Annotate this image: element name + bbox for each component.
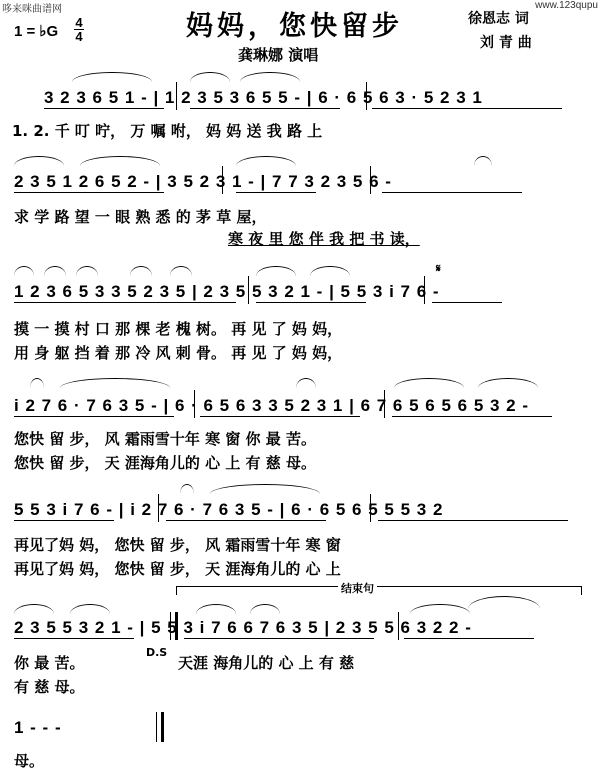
- final-barline: [161, 712, 164, 742]
- slur: [70, 604, 110, 614]
- lyrics-line-2-verse-2: 寒 夜 里 您 伴 我 把 书 读，: [228, 230, 420, 248]
- notes-line-4: i 2 7 6 · 7 6 3 5 - | 6 · 6 5 6 3 3 5 2 3 1 | 6 7 6 5 6 5 6 5 3 2 -: [14, 396, 530, 415]
- slur: [296, 378, 316, 388]
- lyrics-line-6-verse-1: 你 最 苦。: [14, 654, 85, 672]
- beam: [14, 192, 164, 193]
- slur: [468, 596, 540, 609]
- slur: [44, 266, 66, 276]
- lyrics-line-3-verse-2: 用 身 躯 挡 着 那 冷 风 刺 骨。 再 见 了 妈 妈，: [14, 344, 343, 362]
- beam: [382, 192, 522, 193]
- slur: [170, 266, 192, 276]
- beam: [190, 108, 340, 109]
- beam: [14, 520, 114, 521]
- beam: [14, 638, 134, 639]
- slur: [250, 604, 280, 614]
- slur: [180, 484, 194, 494]
- time-signature-top: 4: [75, 15, 83, 30]
- notes-line-5: 5 5 3 i 7 6 - | i 2 7 6 · 7 6 3 5 - | 6 · 6 5 6 5 5 5 3 2: [14, 500, 444, 519]
- notes-line-1: 3 2 3 6 5 1 - | 1 2 3 5 3 6 5 5 - | 6 · 6 5 6 3 · 5 2 3 1: [44, 88, 483, 107]
- slur: [240, 72, 300, 82]
- slur: [14, 604, 54, 614]
- slur: [394, 378, 464, 388]
- lyrics-line-5-verse-2: 再见了妈 妈， 您快 留 步， 天 涯海角儿的 心 上: [14, 560, 341, 578]
- beam: [200, 416, 360, 417]
- site-watermark-left: 哆来咪曲谱网: [2, 4, 62, 15]
- slur: [30, 378, 44, 388]
- lyrics-line-1: 1. 2. 千 叮 咛， 万 嘱 咐， 妈 妈 送 我 路 上: [12, 122, 323, 140]
- slur: [474, 156, 492, 166]
- singer-credit: 龚琳娜 演唱: [238, 46, 319, 64]
- beam: [392, 416, 552, 417]
- lyricist-credit: 徐恩志 词: [468, 11, 529, 27]
- composer-credit: 刘 青 曲: [480, 35, 532, 51]
- slur: [76, 266, 98, 276]
- slur: [60, 378, 170, 388]
- lyrics-line-7: 母。: [14, 752, 45, 770]
- lyrics-line-4-verse-2: 您快 留 步， 天 涯海角儿的 心 上 有 慈 母。: [14, 454, 317, 472]
- beam: [14, 416, 174, 417]
- notes-line-2: 2 3 5 1 2 6 5 2 - | 3 5 2 3 1 - | 7 7 3 2 3 5 6 -: [14, 172, 392, 191]
- lyrics-line-5-verse-1: 再见了妈 妈， 您快 留 步， 风 霜雨雪十年 寒 窗: [14, 536, 341, 554]
- beam: [236, 192, 316, 193]
- slur: [210, 484, 320, 494]
- beam: [404, 638, 534, 639]
- beam: [14, 302, 236, 303]
- slur: [72, 72, 152, 82]
- segno-mark: 𝄋: [436, 262, 441, 275]
- slur: [14, 266, 34, 276]
- lyrics-line-2-verse-1: 求 学 路 望 一 眼 熟 悉 的 茅 草 屋，: [14, 208, 267, 226]
- beam: [432, 302, 502, 303]
- beam: [372, 108, 562, 109]
- coda-label: 结束句: [338, 580, 377, 596]
- lyrics-line-3-verse-1: 摸 一 摸 村 口 那 棵 老 槐 树。 再 见 了 妈 妈，: [14, 320, 343, 338]
- notes-line-3: 1 2 3 6 5 3 3 5 2 3 5 | 2 3 5 5 3 2 1 - | 5 5 3 i 7 6 -: [14, 282, 440, 301]
- slur: [196, 604, 236, 614]
- beam: [378, 520, 568, 521]
- notes-line-6: 2 3 5 5 3 2 1 - | 5 5 3 i 7 6 6 7 6 3 5 | 2 3 5 5 6 3 2 2 -: [14, 618, 472, 637]
- song-title: 妈妈，您快留步: [186, 11, 403, 42]
- slur: [130, 266, 152, 276]
- slur: [478, 378, 538, 388]
- site-watermark-right: www.123qupu: [535, 0, 598, 11]
- beam: [184, 638, 374, 639]
- slur: [236, 156, 296, 166]
- ds-label: D.S: [146, 646, 168, 659]
- slur: [190, 72, 230, 82]
- slur: [310, 266, 350, 276]
- beam: [166, 520, 326, 521]
- lyrics-line-6-coda: 天涯 海角儿的 心 上 有 慈: [178, 654, 355, 672]
- time-signature-bottom: 4: [75, 29, 83, 44]
- slur: [256, 266, 296, 276]
- lyrics-line-6-verse-2: 有 慈 母。: [14, 678, 85, 696]
- beam: [44, 108, 164, 109]
- beam: [256, 302, 366, 303]
- slur: [80, 156, 160, 166]
- slur: [410, 604, 470, 614]
- notes-line-7: 1 - - -: [14, 718, 62, 737]
- key-signature: 1 = ♭G: [14, 23, 59, 40]
- slur: [14, 156, 64, 166]
- coda-bracket: [176, 586, 582, 595]
- time-signature: [74, 16, 84, 43]
- lyrics-line-4-verse-1: 您快 留 步， 风 霜雨雪十年 寒 窗 你 最 苦。: [14, 430, 317, 448]
- barline: [156, 712, 157, 742]
